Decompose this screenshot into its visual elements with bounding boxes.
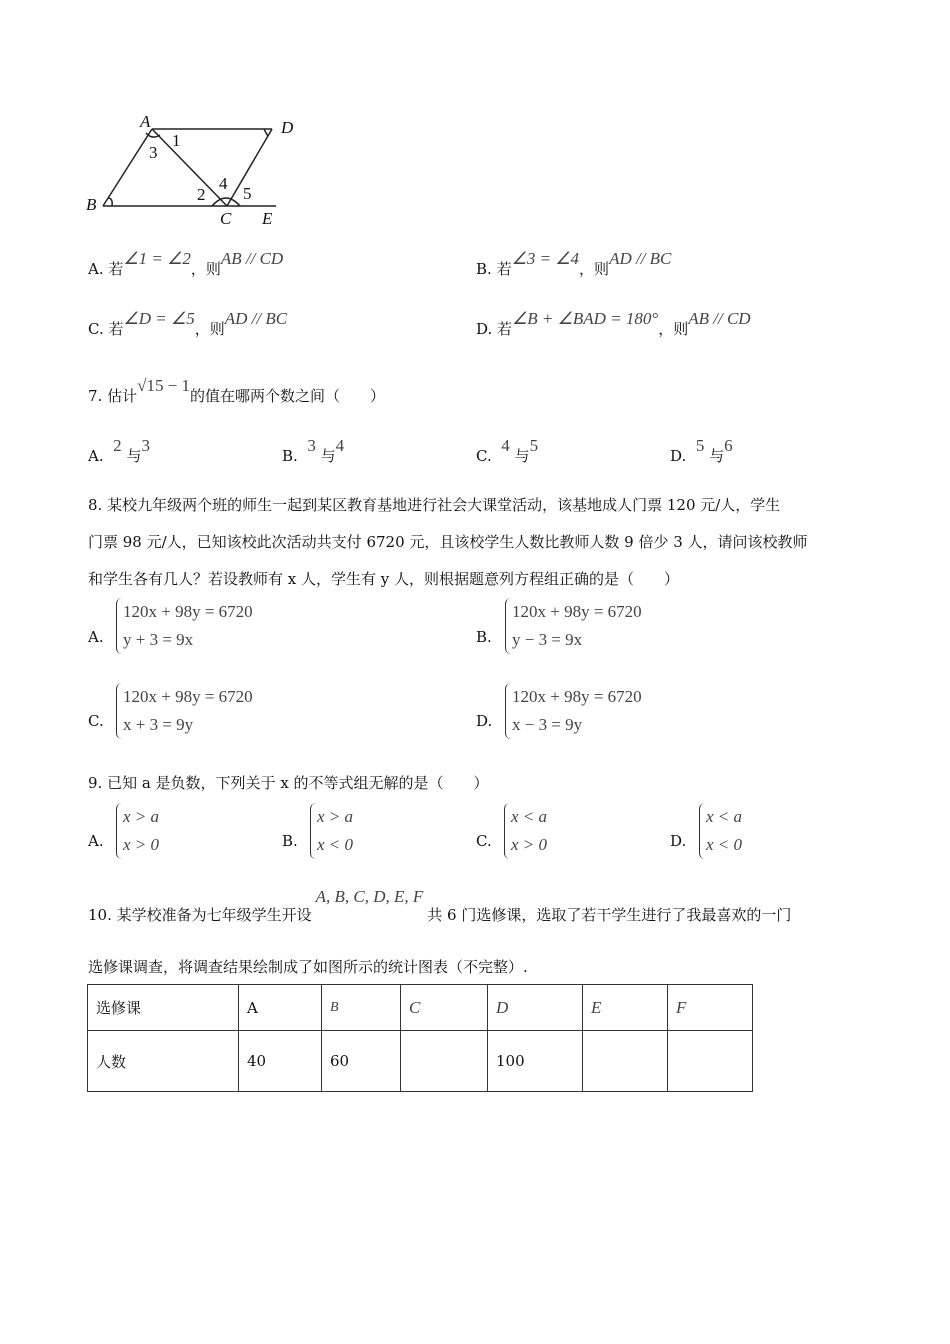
label-C: C xyxy=(220,209,232,228)
q8-stem-line1: 8. 某校九年级两个班的师生一起到某区教育基地进行社会大课堂活动，该基地成人门票 120 元/人，学生 xyxy=(88,496,781,514)
q6-option-a[interactable] xyxy=(88,249,284,279)
table-cell xyxy=(401,1031,488,1092)
q10-stem-line2: 选修课调查，将调查结果绘制成了如图所示的统计图表（不完整）. xyxy=(88,958,528,976)
label-E: E xyxy=(262,209,273,228)
option-text: ，则 xyxy=(190,260,221,278)
option-text: 若 xyxy=(108,260,124,278)
table-row xyxy=(88,1031,753,1092)
table-cell xyxy=(583,1031,668,1092)
table-cell: 选修课 xyxy=(88,985,239,1031)
q9-option-d-letter[interactable]: D. xyxy=(670,832,687,850)
parallelogram-figure xyxy=(0,0,320,240)
q9-option-c-letter[interactable]: C. xyxy=(476,832,492,850)
q8-option-c-letter[interactable]: C. xyxy=(88,712,104,730)
q8-option-b-system[interactable]: 120x + 98y = 6720 y − 3 = 9x xyxy=(505,598,642,654)
q8-option-b-letter[interactable]: B. xyxy=(476,628,492,646)
label-3: 3 xyxy=(149,143,158,162)
option-math: ∠3 = ∠4 xyxy=(511,249,580,268)
table-cell xyxy=(668,1031,753,1092)
option-math: ∠B + ∠BAD = 180° xyxy=(512,309,659,328)
option-math: ∠1 = ∠2 xyxy=(123,249,191,268)
q8-option-c-system[interactable]: 120x + 98y = 6720 x + 3 = 9y xyxy=(116,683,253,739)
label-1: 1 xyxy=(172,131,181,150)
option-letter: C. xyxy=(88,320,104,338)
q6-option-c[interactable] xyxy=(88,309,288,339)
q7-option-a[interactable]: A. 2 与3 xyxy=(88,436,150,465)
table-cell: 100 xyxy=(488,1031,583,1092)
q9-option-c-system[interactable]: x < a x > 0 xyxy=(504,803,547,859)
q8-option-a-letter[interactable]: A. xyxy=(88,628,104,646)
label-A: A xyxy=(140,112,151,131)
q8-option-d-letter[interactable]: D. xyxy=(476,712,493,730)
table-cell: D xyxy=(488,985,583,1031)
q9-option-b-system[interactable]: x > a x < 0 xyxy=(310,803,353,859)
table-cell: B xyxy=(322,985,401,1031)
label-4: 4 xyxy=(219,174,228,193)
q7-option-b[interactable]: B. 3 与4 xyxy=(282,436,345,465)
option-text: 若 xyxy=(497,320,513,338)
option-math: AD // BC xyxy=(224,309,288,328)
option-letter: A. xyxy=(88,260,104,278)
q7-option-c[interactable]: C. 4 与5 xyxy=(476,436,539,465)
option-text: ，则 xyxy=(194,320,225,338)
q6-option-d[interactable] xyxy=(476,309,751,339)
q9-option-a-system[interactable]: x > a x > 0 xyxy=(116,803,159,859)
q7-option-d[interactable]: D. 5 与6 xyxy=(670,436,733,465)
table-cell: F xyxy=(668,985,753,1031)
q9-option-d-system[interactable]: x < a x < 0 xyxy=(699,803,742,859)
q6-option-b[interactable] xyxy=(476,249,672,279)
option-math: AB // CD xyxy=(220,249,284,268)
q9-option-a-letter[interactable]: A. xyxy=(88,832,104,850)
label-D: D xyxy=(281,118,294,137)
q8-option-d-system[interactable]: 120x + 98y = 6720 x − 3 = 9y xyxy=(505,683,642,739)
table-header-row xyxy=(88,985,753,1031)
option-text: ，则 xyxy=(658,320,689,338)
label-5: 5 xyxy=(243,184,252,203)
q9-stem: 9. 已知 a 是负数，下列关于 x 的不等式组无解的是（ ） xyxy=(88,774,489,792)
table-cell: C xyxy=(401,985,488,1031)
option-text: ，则 xyxy=(579,260,610,278)
option-math: AD // BC xyxy=(609,249,672,268)
label-2: 2 xyxy=(197,185,206,204)
table-cell: A xyxy=(239,985,322,1031)
option-text: 若 xyxy=(108,320,124,338)
q10-stem-line1: 10. 某学校准备为七年级学生开设A, B, C, D, E, F共 6 门选修课，选取了若干学生进行了我最喜欢的一门 xyxy=(88,887,792,924)
label-B: B xyxy=(86,195,97,214)
table-cell: 40 xyxy=(239,1031,322,1092)
q8-stem-line3: 和学生各有几人？若设教师有 x 人，学生有 y 人，则根据题意列方程组正确的是（ ） xyxy=(88,570,680,588)
table-cell: E xyxy=(583,985,668,1031)
table-cell: 60 xyxy=(322,1031,401,1092)
table-cell: 人数 xyxy=(88,1031,239,1092)
option-text: 若 xyxy=(496,260,512,278)
option-math: ∠D = ∠5 xyxy=(123,309,195,328)
q7-stem: 7. 估计√15 − 1的值在哪两个数之间（ ） xyxy=(88,376,386,405)
option-math: AB // CD xyxy=(688,309,751,328)
q9-option-b-letter[interactable]: B. xyxy=(282,832,298,850)
option-letter: D. xyxy=(476,320,493,338)
q8-option-a-system[interactable]: 120x + 98y = 6720 y + 3 = 9x xyxy=(116,598,253,654)
q8-stem-line2: 门票 98 元/人，已知该校此次活动共支付 6720 元，且该校学生人数比教师人数 9 倍少 3 人，请问该校教师 xyxy=(88,533,808,551)
option-letter: B. xyxy=(476,260,492,278)
elective-survey-table xyxy=(87,984,753,1092)
